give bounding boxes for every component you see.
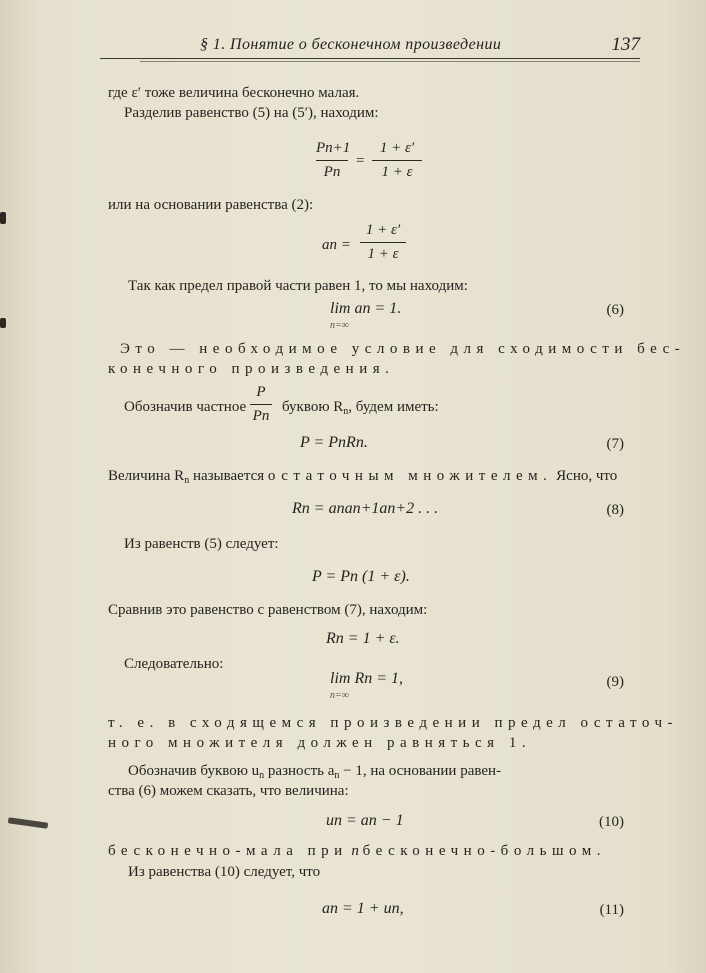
formula: P = Pn (1 + ε). bbox=[312, 568, 410, 585]
formula: an = 1 + un, bbox=[322, 900, 404, 917]
text-line: Сравнив это равенство с равенством (7), находим: bbox=[108, 602, 428, 618]
text-line: Обозначив частное bbox=[124, 399, 247, 415]
formula-fraction bbox=[250, 384, 272, 425]
formula: un = an − 1 bbox=[326, 812, 404, 829]
text-line: Из равенства (10) следует, что bbox=[128, 864, 321, 880]
equation-number: (9) bbox=[606, 674, 624, 690]
formula: P = PnRn. bbox=[300, 434, 368, 451]
limit-subscript: n=∞ bbox=[330, 690, 349, 701]
chapter-title: § 1. Понятие о бесконечном произведении bbox=[200, 36, 502, 53]
formula: Rn = anan+1an+2 . . . bbox=[292, 500, 439, 517]
text-line: Разделив равенство (5) на (5′), находим: bbox=[124, 105, 379, 121]
text-line: Это — необходимое условие для сходимости бес- bbox=[120, 341, 686, 357]
formula-equals: = bbox=[356, 153, 365, 169]
text-line: т. е. в сходящемся произведении предел остаточ- bbox=[108, 715, 679, 731]
text-line: ства (6) можем сказать, что величина: bbox=[108, 783, 349, 799]
running-header bbox=[100, 34, 640, 58]
numerator: P bbox=[256, 384, 266, 400]
denominator: Pn bbox=[252, 408, 270, 424]
equation-number: (10) bbox=[599, 814, 624, 830]
text-line: Из равенств (5) следует: bbox=[124, 536, 279, 552]
equation-number: (6) bbox=[606, 302, 624, 318]
formula-label: an = bbox=[322, 237, 351, 253]
text-line: Величина $R_n$ называется остаточным множителем. Ясно, что bbox=[108, 468, 618, 486]
formula: lim an = 1. bbox=[330, 300, 402, 317]
text-line: Так как предел правой части равен 1, то мы находим: bbox=[128, 278, 468, 294]
formula: Rn = 1 + ε. bbox=[326, 630, 400, 647]
page-smudge bbox=[8, 817, 48, 829]
equation-number: (7) bbox=[606, 436, 624, 452]
text-line: Обозначив буквою $u_n$ разность $a_n - 1$, на основании равен- bbox=[128, 763, 502, 781]
formula-fraction bbox=[360, 222, 406, 263]
text-line: где ε′ тоже величина бесконечно малая. bbox=[108, 85, 360, 101]
page-number: 137 bbox=[611, 34, 640, 55]
denominator: 1 + ε bbox=[367, 246, 399, 262]
formula: lim Rn = 1, bbox=[330, 670, 404, 687]
text-line: конечного произведения. bbox=[108, 361, 395, 377]
text-line: бесконечно-мала при n бесконечно-большом. bbox=[108, 843, 606, 859]
formula-fraction bbox=[372, 140, 422, 181]
text-line: ного множителя должен равняться 1. bbox=[108, 735, 532, 751]
page-edge-mark bbox=[0, 318, 6, 328]
page-edge-mark bbox=[0, 212, 6, 224]
text-line: буквою $R_n$, будем иметь: bbox=[282, 399, 439, 417]
equation-number: (11) bbox=[599, 902, 624, 918]
equation-number: (8) bbox=[606, 502, 624, 518]
header-rule-thin bbox=[140, 61, 640, 62]
numerator: 1 + ε′ bbox=[365, 222, 401, 238]
limit-subscript: n=∞ bbox=[330, 320, 349, 331]
denominator: 1 + ε bbox=[381, 164, 413, 180]
text-line: Следовательно: bbox=[124, 656, 224, 672]
numerator: Pn+1 bbox=[316, 140, 351, 156]
text-line: или на основании равенства (2): bbox=[108, 197, 314, 213]
header-rule bbox=[100, 58, 640, 59]
denominator: Pn bbox=[323, 164, 341, 180]
numerator: 1 + ε′ bbox=[379, 140, 415, 156]
formula-fraction bbox=[316, 140, 351, 181]
